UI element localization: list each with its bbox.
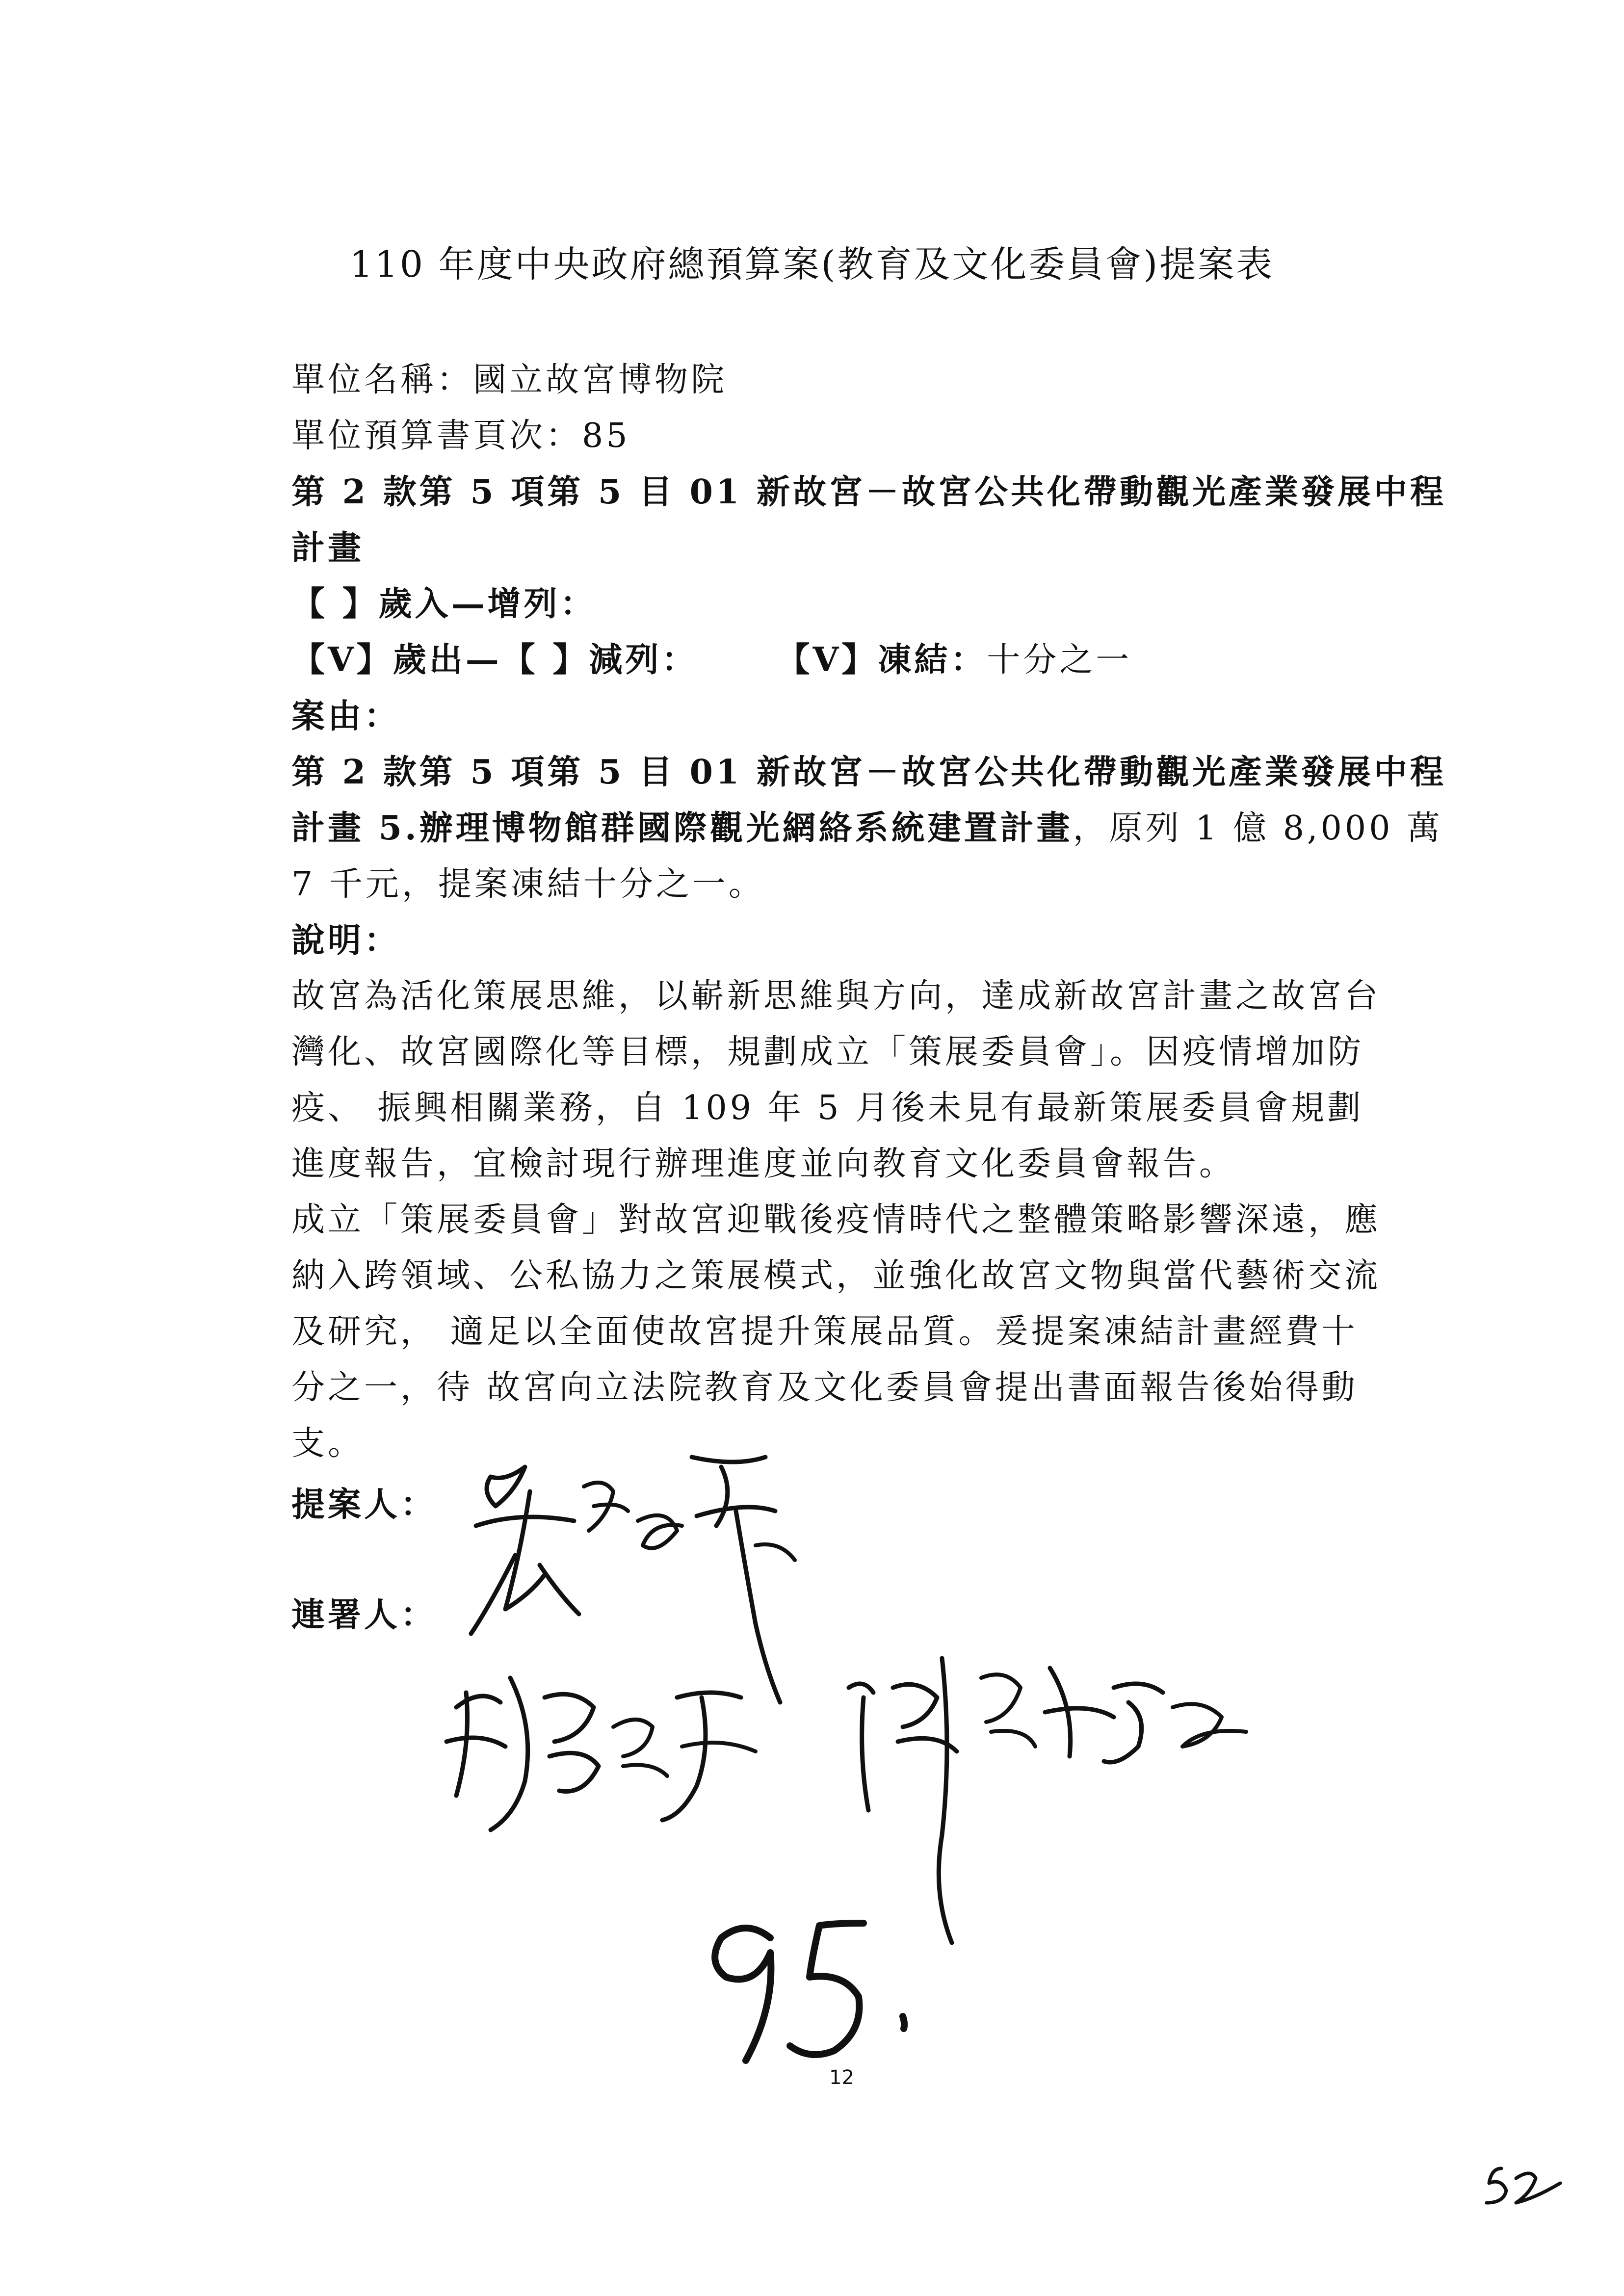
expenditure-reduce: 【V】歲出—【 】減列： — [291, 640, 698, 679]
unit-name: 單位名稱：國立故宮博物院 — [291, 361, 728, 399]
reason-plan-name: 計畫 5.辦理博物館群國際觀光網絡系統建置計畫 — [291, 809, 1073, 848]
reason-line-3: 7 千元，提案凍結十分之一。 — [291, 865, 765, 904]
reason-line-2 — [291, 800, 1443, 857]
cosigner-signature-1 — [437, 1668, 780, 1845]
description-line: 支。 — [291, 1424, 365, 1463]
expenditure-freeze: 【V】凍結： — [776, 640, 987, 679]
description-line: 故宮為活化策展思維，以嶄新思維與方向，達成新故宮計畫之故宮台 — [291, 977, 1381, 1016]
proposer-row — [291, 1477, 1395, 1533]
cosigner-row — [291, 1587, 1395, 1644]
expenditure-line — [291, 632, 1395, 688]
handwritten-number — [687, 1904, 942, 2080]
description-line: 進度報告，宜檢討現行辦理進度並向教育文化委員會報告。 — [291, 1145, 1236, 1183]
proposal-body — [291, 352, 1446, 1644]
budget-page: 單位預算書頁次：85 — [291, 417, 630, 455]
proposer-label: 提案人： — [291, 1485, 437, 1524]
description-line: 成立「策展委員會」對故宮迎戰後疫情時代之整體策略影響深遠，應 — [291, 1200, 1381, 1239]
description-line: 灣化、故宮國際化等目標，規劃成立「策展委員會」。因疫情增加防 — [291, 1033, 1364, 1071]
reason-amount: ，原列 1 億 8,000 萬 — [1073, 809, 1443, 848]
description-line: 分之一，待 故宮向立法院教育及文化委員會提出書面報告後始得動 — [291, 1368, 1358, 1407]
reason-label: 案由： — [291, 697, 401, 736]
cosigner-label: 連署人： — [291, 1595, 437, 1635]
description-line: 疫、 振興相關業務，自 109 年 5 月後未見有最新策展委員會規劃 — [291, 1089, 1364, 1127]
description-label: 說明： — [291, 921, 401, 960]
reason-line-1: 第 2 款第 5 項第 5 目 01 新故宮－故宮公共化帶動觀光產業發展中程 — [291, 753, 1446, 792]
description-line: 及研究， 適足以全面使故宮提升策展品質。爰提案凍結計畫經費十 — [291, 1312, 1358, 1351]
freeze-amount: 十分之一 — [987, 641, 1132, 679]
program-line-1: 第 2 款第 5 項第 5 目 01 新故宮－故宮公共化帶動觀光產業發展中程 — [291, 472, 1446, 512]
page-number: 12 — [829, 2066, 854, 2089]
revenue-line: 【 】歲入—增列： — [291, 584, 597, 624]
document-title: 110 年度中央政府總預算案(教育及文化委員會)提案表 — [349, 243, 1275, 286]
corner-mark — [1477, 2149, 1575, 2218]
program-line-2: 計畫 — [291, 528, 365, 568]
description-line: 納入跨領域、公私協力之策展模式，並強化故宮文物與當代藝術交流 — [291, 1256, 1381, 1295]
